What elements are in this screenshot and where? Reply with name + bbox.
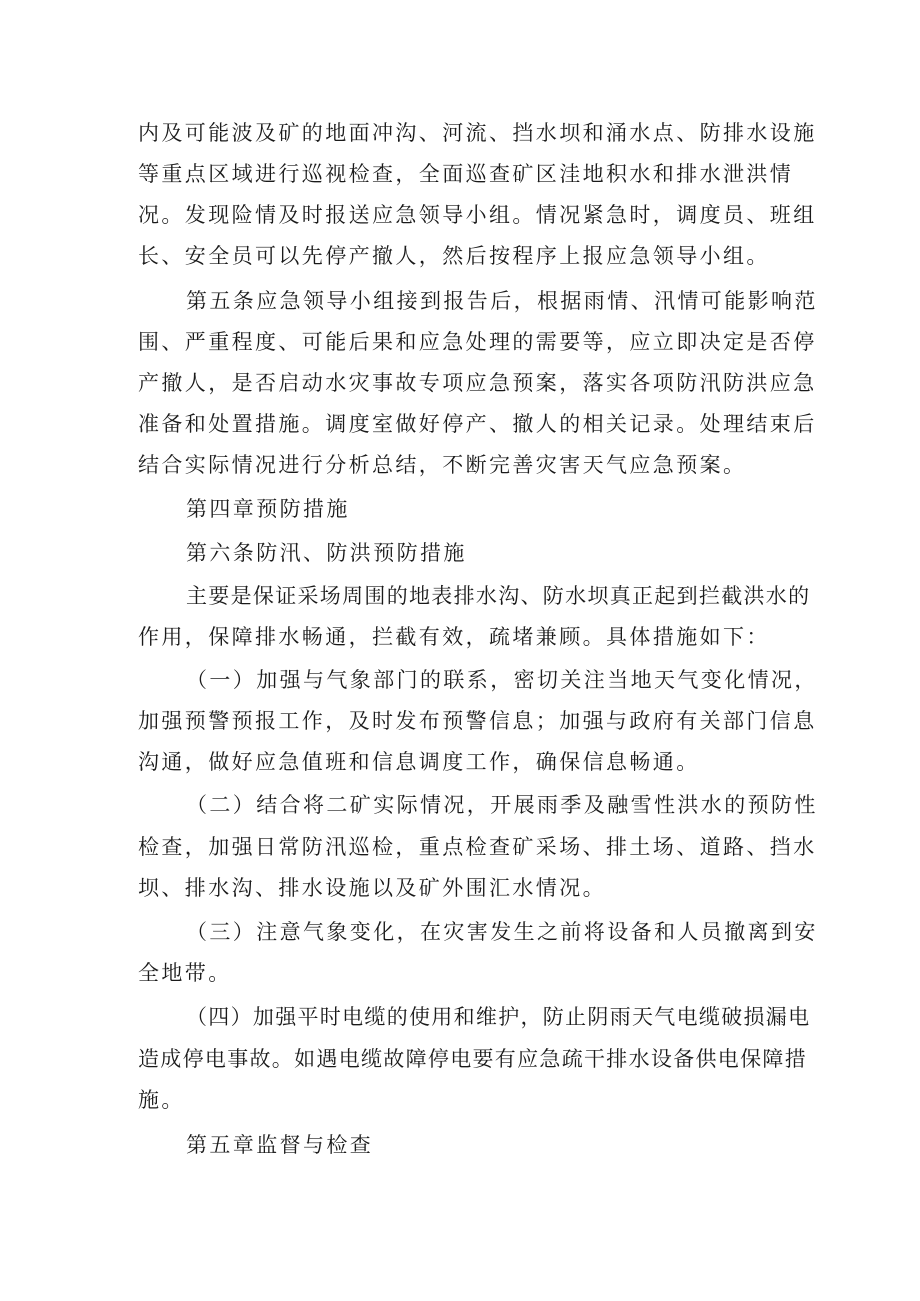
article-6-heading: 第六条防汛、防洪预防措施 bbox=[186, 541, 467, 565]
item-1-line: （一）加强与气象部门的联系，密切关注当地天气变化情况， bbox=[186, 668, 818, 692]
text-line: 结合实际情况进行分析总结，不断完善灾害天气应急预案。 bbox=[138, 453, 747, 477]
text-line: 产撤人，是否启动水灾事故专项应急预案，落实各项防汛防洪应急 bbox=[138, 371, 817, 395]
text-line: 围、严重程度、可能后果和应急处理的需要等，应立即决定是否停 bbox=[138, 330, 817, 354]
text-line: 准备和处置措施。调度室做好停产、撤人的相关记录。处理结束后 bbox=[138, 412, 817, 436]
item-2-line: （二）结合将二矿实际情况，开展雨季及融雪性洪水的预防性 bbox=[186, 793, 818, 817]
text-line: 加强预警预报工作，及时发布预警信息；加强与政府有关部门信息 bbox=[138, 709, 817, 733]
text-line: 长、安全员可以先停产撤人，然后按程序上报应急领导小组。 bbox=[138, 244, 770, 268]
text-line: 全地带。 bbox=[138, 961, 232, 985]
text-line: 造成停电事故。如遇电缆故障停电要有应急疏干排水设备供电保障措 bbox=[138, 1047, 807, 1071]
article-5-line: 第五条应急领导小组接到报告后，根据雨情、汛情可能影响范 bbox=[186, 289, 818, 313]
text-line: 作用，保障排水畅通，拦截有效，疏堵兼顾。具体措施如下： bbox=[138, 625, 770, 649]
text-line: 主要是保证采场周围的地表排水沟、防水坝真正起到拦截洪水的 bbox=[186, 584, 811, 608]
chapter-4-heading: 第四章预防措施 bbox=[186, 497, 350, 521]
text-line: 坝、排水沟、排水设施以及矿外围汇水情况。 bbox=[138, 876, 606, 900]
item-4-line: （四）加强平时电缆的使用和维护，防止阴雨天气电缆破损漏电 bbox=[186, 1005, 811, 1029]
item-3-line: （三）注意气象变化，在灾害发生之前将设备和人员撤离到安 bbox=[186, 920, 818, 944]
text-line: 沟通，做好应急值班和信息调度工作，确保信息畅通。 bbox=[138, 750, 700, 774]
text-line: 况。发现险情及时报送应急领导小组。情况紧急时，调度员、班组 bbox=[138, 203, 817, 227]
text-line: 等重点区域进行巡视检查，全面巡查矿区洼地积水和排水泄洪情 bbox=[138, 162, 794, 186]
text-line: 施。 bbox=[138, 1088, 185, 1112]
text-line: 内及可能波及矿的地面冲沟、河流、挡水坝和涌水点、防排水设施 bbox=[138, 121, 817, 145]
text-line: 检查，加强日常防汛巡检，重点检查矿采场、排土场、道路、挡水 bbox=[138, 835, 817, 859]
chapter-5-heading: 第五章监督与检查 bbox=[186, 1133, 374, 1157]
